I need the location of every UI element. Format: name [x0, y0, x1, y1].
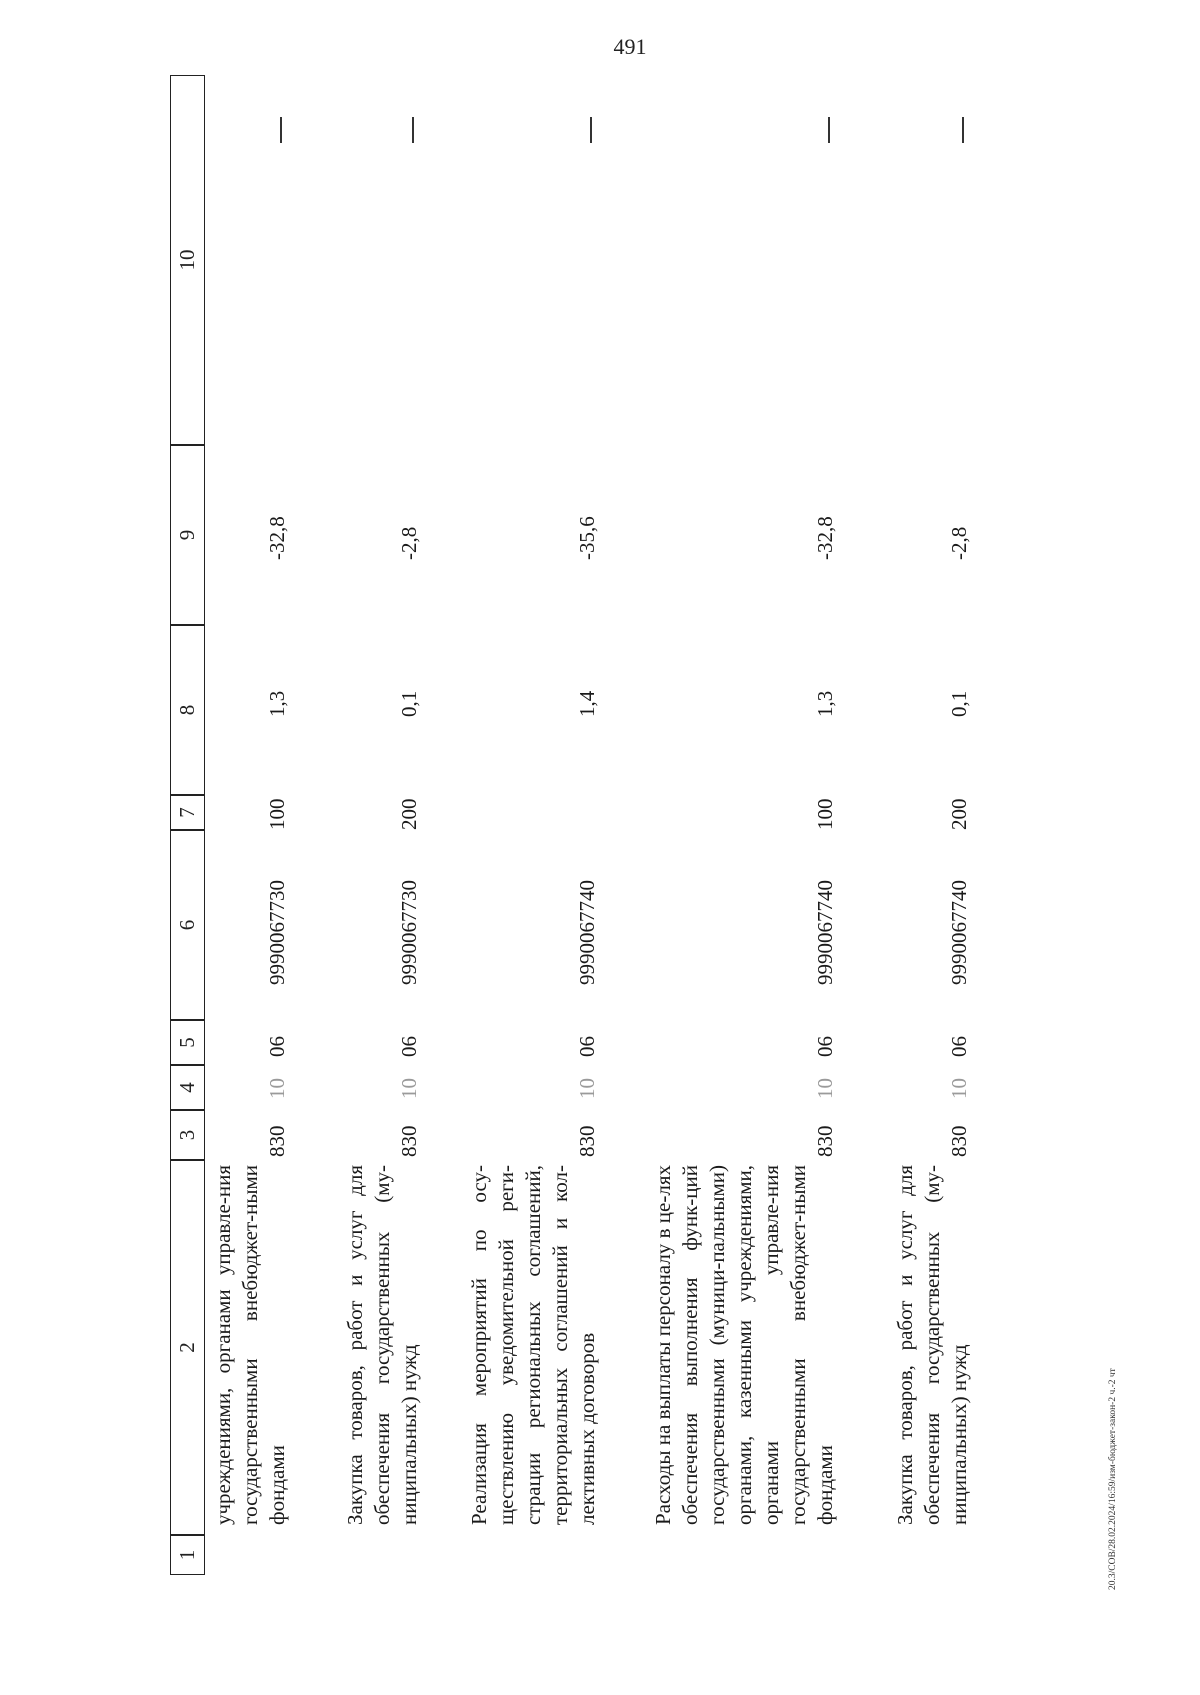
- cell-c4: 10: [947, 1078, 971, 1099]
- cell-c7: 100: [813, 798, 837, 830]
- cell-c9: -32,8: [813, 516, 837, 560]
- cell-c6: 9990067730: [265, 880, 289, 985]
- cell-c3: 830: [947, 1125, 971, 1157]
- cell-c3: 830: [575, 1125, 599, 1157]
- cell-c8: 0,1: [947, 690, 971, 717]
- cell-c8: 1,3: [813, 690, 837, 717]
- cell-c9: -35,6: [575, 516, 599, 560]
- cell-c3: 830: [813, 1125, 837, 1157]
- cell-c5: 06: [397, 1036, 421, 1057]
- cell-c10-dash: [590, 117, 592, 143]
- col-header-1: 1: [170, 1535, 205, 1575]
- cell-c9: -2,8: [397, 526, 421, 560]
- table-row: [342, 75, 430, 1575]
- cell-c7: 100: [265, 798, 289, 830]
- col-header-7: 7: [170, 795, 205, 830]
- cell-c3: 830: [397, 1125, 421, 1157]
- cell-c9: -32,8: [265, 516, 289, 560]
- table-row: [892, 75, 980, 1575]
- col-header-8: 8: [170, 625, 205, 795]
- document-footer-code: 20.3/СОВ/28.02.2024/16:59/изм-бюджет-закон-2 ч.-2 чт: [1108, 1368, 1118, 1590]
- cell-c10-dash: [412, 117, 414, 143]
- cell-c10-dash: [962, 117, 964, 143]
- col-header-6: 6: [170, 830, 205, 1020]
- col-header-10: 10: [170, 75, 205, 445]
- cell-c5: 06: [265, 1036, 289, 1057]
- col-header-4: 4: [170, 1065, 205, 1110]
- table-row: [650, 75, 846, 1575]
- cell-c4: 10: [397, 1078, 421, 1099]
- col-header-2: 2: [170, 1160, 205, 1535]
- row-description: Закупка товаров, работ и услуг для обеспечения государственных (му-ниципальных) нужд: [343, 1165, 421, 1525]
- cell-c5: 06: [813, 1036, 837, 1057]
- cell-c7: 200: [397, 798, 421, 830]
- row-description: Закупка товаров, работ и услуг для обеспечения государственных (му-ниципальных) нужд: [893, 1165, 971, 1525]
- cell-c8: 0,1: [397, 690, 421, 717]
- cell-c3: 830: [265, 1125, 289, 1157]
- row-description: учреждениями, органами управле-ния государственными внебюджет-ными фондами: [211, 1165, 289, 1525]
- cell-c6: 9990067740: [575, 880, 599, 985]
- col-header-3: 3: [170, 1110, 205, 1160]
- col-header-9: 9: [170, 445, 205, 625]
- table-row: [210, 75, 298, 1575]
- cell-c5: 06: [575, 1036, 599, 1057]
- cell-c4: 10: [575, 1078, 599, 1099]
- cell-c7: 200: [947, 798, 971, 830]
- row-description: Расходы на выплаты персоналу в це-лях обеспечения выполнения функ-ций государственными (муници-пальными) органами, казенными учреждениями, органами управле-ния государственными внебюджет-ными фондами: [651, 1165, 837, 1525]
- cell-c10-dash: [280, 117, 282, 143]
- col-header-5: 5: [170, 1020, 205, 1065]
- cell-c10-dash: [828, 117, 830, 143]
- page-number: 491: [613, 34, 647, 59]
- cell-c8: 1,4: [575, 690, 599, 717]
- cell-c8: 1,3: [265, 690, 289, 717]
- cell-c5: 06: [947, 1036, 971, 1057]
- cell-c4: 10: [265, 1078, 289, 1099]
- row-description: Реализация мероприятий по осу-ществлению уведомительной реги-страции региональных соглашений, территориальных соглашений и кол-лективных договоров: [467, 1165, 599, 1525]
- cell-c6: 9990067740: [813, 880, 837, 985]
- budget-table: [170, 75, 1050, 1575]
- table-row: [466, 75, 606, 1575]
- cell-c6: 9990067740: [947, 880, 971, 985]
- cell-c6: 9990067730: [397, 880, 421, 985]
- cell-c9: -2,8: [947, 526, 971, 560]
- cell-c4: 10: [813, 1078, 837, 1099]
